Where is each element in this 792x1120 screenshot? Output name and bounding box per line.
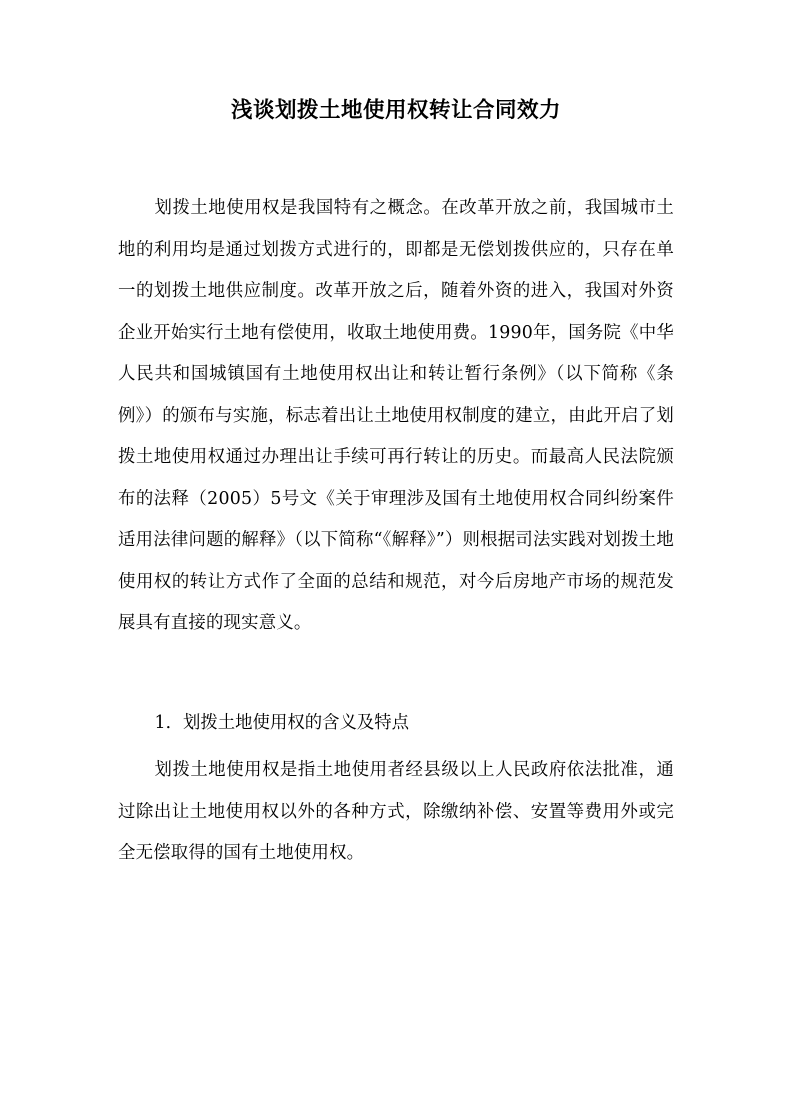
section-1-body: 划拨土地使用权是指土地使用者经县级以上人民政府依法批准，通过除出让土地使用权以外的各种方式，除缴纳补偿、安置等费用外或完全无偿取得的国有土地使用权。 — [118, 760, 674, 864]
document-body — [118, 188, 674, 645]
section-1-heading: 1．划拨土地使用权的含义及特点 — [154, 712, 410, 733]
section-1 — [118, 645, 674, 875]
paragraph-intro: 划拨土地使用权是我国特有之概念。在改革开放之前，我国城市土地的利用均是通过划拨方式进行的，即都是无偿划拨供应的，只存在单一的划拨土地供应制度。改革开放之后，随着外资的进入，我国对外资企业开始实行土地有偿使用，收取土地使用费。1990年，国务院《中华人民共和国城镇国有土地使用权出让和转让暂行条例》（以下简称《条例》）的颁布与实施，标志着出让土地使用权制度的建立，由此开启了划拨土地使用权通过办理出让手续可再行转让的历史。而最高人民法院颁布的法释（2005）5号文《关于审理涉及国有土地使用权合同纠纷案件适用法律问题的解释》（以下简称“《解释》”）则根据司法实践对划拨土地使用权的转让方式作了全面的总结和规范，对今后房地产市场的规范发展具有直接的现实意义。 — [118, 198, 674, 634]
page-title: 浅谈划拨土地使用权转让合同效力 — [230, 98, 561, 123]
